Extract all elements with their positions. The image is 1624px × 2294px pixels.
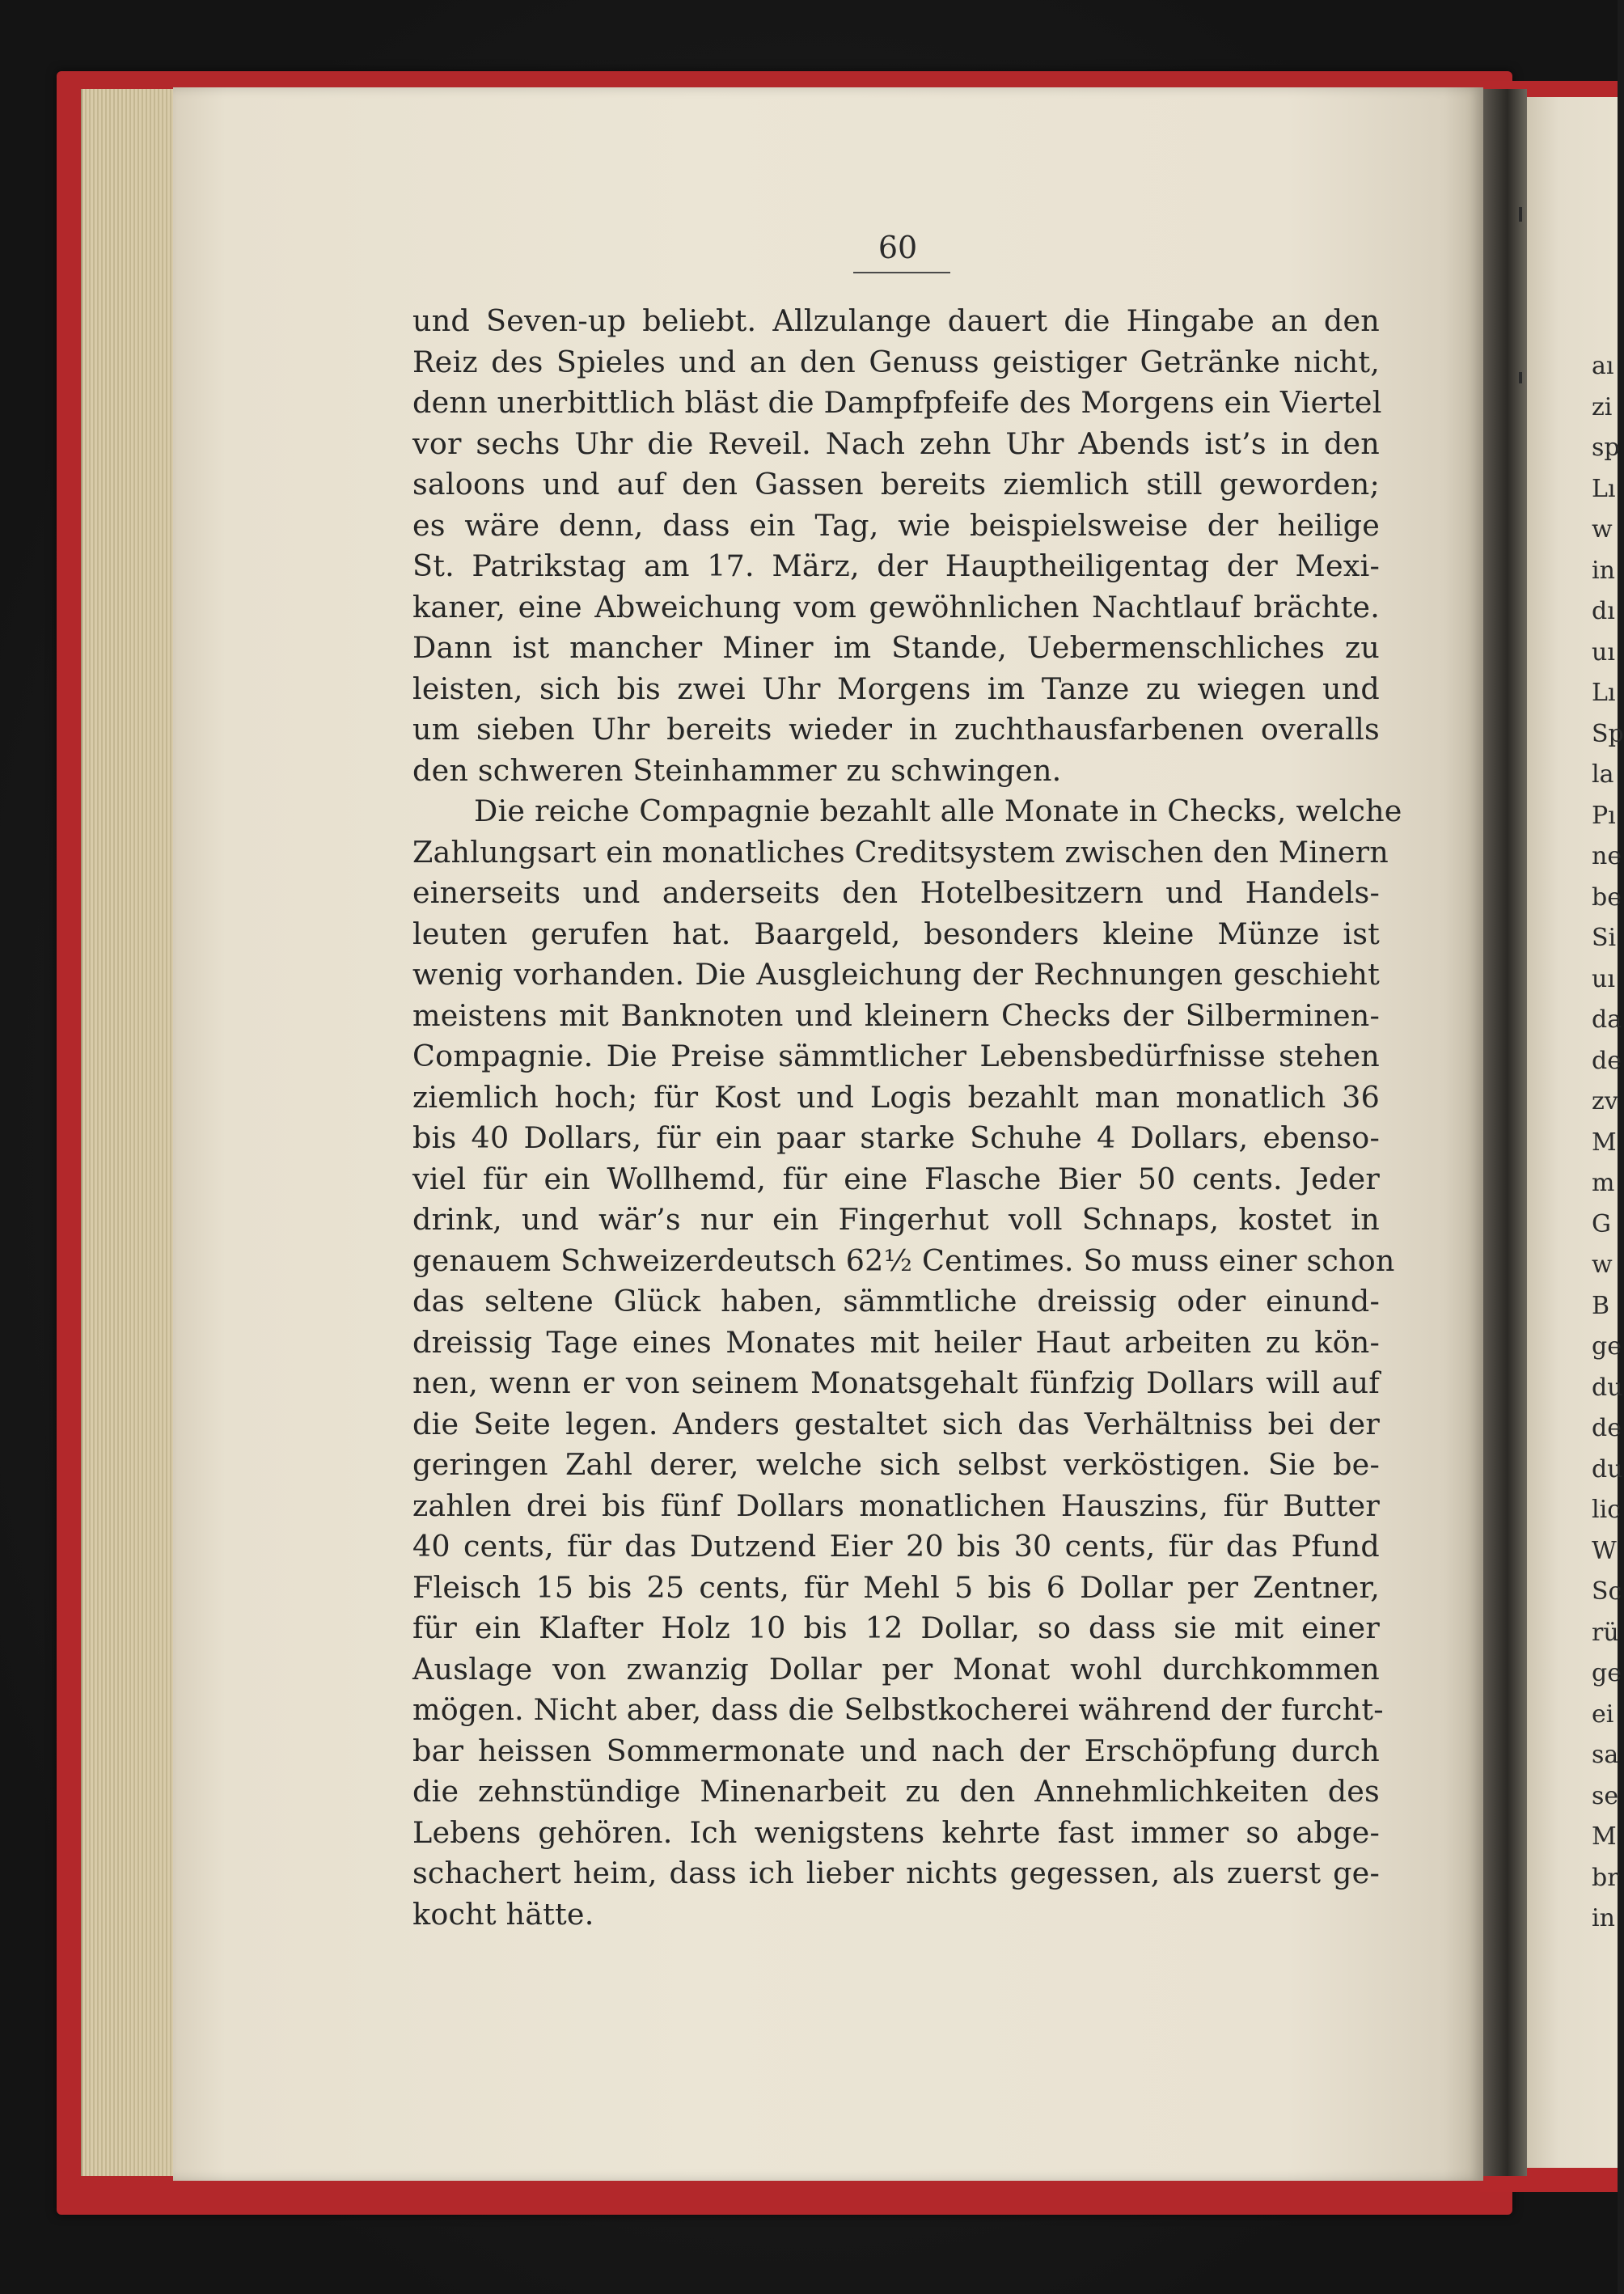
- text-line: genauem Schweizerdeutsch 62½ Centimes. So muss einer schon: [412, 1242, 1395, 1278]
- text-line: wenig vorhanden. Die Ausgleichung der Rechnungen geschieht: [412, 957, 1380, 992]
- page-number-rule: [853, 272, 950, 273]
- text-line: saloons und auf den Gassen bereits ziemlich still geworden;: [412, 467, 1380, 502]
- facing-page-line: de: [1592, 1414, 1622, 1442]
- facing-page-line: M: [1592, 1822, 1617, 1851]
- facing-page-line: zi: [1592, 392, 1613, 421]
- margin-mark: [1519, 207, 1522, 222]
- text-line: den schweren Steinhammer zu schwingen.: [412, 752, 1062, 788]
- facing-page-line: G: [1592, 1209, 1611, 1238]
- page-number: 60: [878, 230, 918, 265]
- facing-page-line: la: [1592, 760, 1614, 789]
- facing-page-line: de: [1592, 1046, 1622, 1075]
- facing-page-line: Sp: [1592, 719, 1624, 748]
- facing-page-line: da: [1592, 1005, 1622, 1034]
- facing-page-line: Si: [1592, 924, 1617, 952]
- text-line: Die reiche Compagnie bezahlt alle Monate in Checks, welche: [474, 794, 1402, 828]
- text-line: geringen Zahl derer, welche sich selbst verköstigen. Sie be-: [412, 1447, 1380, 1482]
- margin-mark: [1519, 372, 1522, 383]
- facing-page-line: br: [1592, 1863, 1619, 1892]
- facing-page-line: du: [1592, 1454, 1623, 1483]
- text-line: Auslage von zwanzig Dollar per Monat wohl durchkommen: [412, 1651, 1380, 1687]
- facing-page-line: w: [1592, 1251, 1613, 1279]
- facing-page-line: Lı: [1592, 679, 1616, 707]
- facing-page-line: Sc: [1592, 1577, 1622, 1606]
- text-line: viel für ein Wollhemd, für eine Flasche Bier 50 cents. Jeder: [412, 1161, 1380, 1196]
- text-line: Zahlungsart ein monatliches Creditsystem zwischen den Minern: [412, 834, 1389, 870]
- facing-page-line: sp: [1592, 434, 1620, 462]
- text-line: die zehnstündige Minenarbeit zu den Annehmlichkeiten des: [412, 1774, 1380, 1809]
- text-line: es wäre denn, dass ein Tag, wie beispielsweise der heilige: [412, 507, 1380, 543]
- text-line: leisten, sich bis zwei Uhr Morgens im Tanze zu wiegen und: [412, 671, 1380, 706]
- text-line: mögen. Nicht aber, dass die Selbstkocherei während der furcht-: [412, 1692, 1384, 1727]
- text-line: zahlen drei bis fünf Dollars monatlichen Hauszins, für Butter: [412, 1488, 1380, 1523]
- text-line: ziemlich hoch; für Kost und Logis bezahlt man monatlich 36: [412, 1079, 1380, 1115]
- facing-page-line: Lı: [1592, 474, 1616, 503]
- facing-page-line: W: [1592, 1536, 1617, 1565]
- facing-page-line: be: [1592, 882, 1622, 912]
- text-line: St. Patrikstag am 17. März, der Hauptheiligentag der Mexi-: [412, 548, 1380, 583]
- facing-page-line: aı: [1592, 352, 1614, 380]
- text-line: 40 cents, für das Dutzend Eier 20 bis 30 cents, für das Pfund: [412, 1529, 1380, 1564]
- facing-page-line: M: [1592, 1128, 1617, 1157]
- text-line: Lebens gehören. Ich wenigstens kehrte fast immer so abge-: [412, 1814, 1380, 1850]
- text-line: Compagnie. Die Preise sämmtlicher Lebensbedürfnisse stehen: [412, 1039, 1380, 1073]
- text-line: das seltene Glück haben, sämmtliche dreissig oder einund-: [412, 1284, 1380, 1318]
- text-line: kocht hätte.: [412, 1896, 594, 1932]
- text-line: bar heissen Sommermonate und nach der Erschöpfung durch: [412, 1733, 1380, 1768]
- facing-page-line: lic: [1592, 1496, 1621, 1524]
- text-line: schachert heim, dass ich lieber nichts gegessen, als zuerst ge-: [412, 1856, 1380, 1890]
- facing-page-line: sa: [1592, 1741, 1619, 1769]
- facing-page-line: ge: [1592, 1332, 1622, 1361]
- text-line: kaner, eine Abweichung vom gewöhnlichen Nachtlauf brächte.: [412, 589, 1380, 624]
- facing-page-line: uı: [1592, 637, 1615, 667]
- text-line: drink, und wär’s nur ein Fingerhut voll Schnaps, kostet in: [412, 1202, 1380, 1237]
- text-line: Reiz des Spieles und an den Genuss geistiger Getränke nicht,: [412, 344, 1380, 379]
- facing-page-line: in: [1592, 1904, 1615, 1932]
- facing-page-line: ei: [1592, 1699, 1614, 1729]
- text-line: für ein Klafter Holz 10 bis 12 Dollar, so dass sie mit einer: [412, 1610, 1380, 1645]
- facing-page-text: [1592, 346, 1624, 1940]
- facing-page-line: ne: [1592, 842, 1622, 870]
- facing-page-line: se: [1592, 1781, 1619, 1810]
- text-line: um sieben Uhr bereits wieder in zuchthausfarbenen overalls: [412, 712, 1380, 747]
- facing-page-line: m: [1592, 1169, 1615, 1197]
- text-line: einerseits und anderseits den Hotelbesitzern und Handels-: [412, 875, 1380, 910]
- facing-page-line: du: [1592, 1373, 1623, 1402]
- text-line: Dann ist mancher Miner im Stande, Uebermenschliches zu: [412, 630, 1380, 665]
- text-line: nen, wenn er von seinem Monatsgehalt fünfzig Dollars will auf: [412, 1365, 1380, 1400]
- facing-page-line: ge: [1592, 1659, 1622, 1687]
- facing-page-line: rü: [1592, 1618, 1619, 1647]
- text-line: vor sechs Uhr die Reveil. Nach zehn Uhr Abends ist’s in den: [412, 425, 1380, 461]
- book-gutter: [1483, 89, 1527, 2176]
- text-line: und Seven-up beliebt. Allzulange dauert die Hingabe an den: [412, 303, 1380, 338]
- text-line: bis 40 Dollars, für ein paar starke Schuhe 4 Dollars, ebenso-: [412, 1120, 1380, 1155]
- facing-page-line: zv: [1592, 1087, 1618, 1115]
- facing-page-line: Pı: [1592, 801, 1616, 830]
- facing-page-line: in: [1592, 556, 1615, 585]
- facing-page-line: dı: [1592, 597, 1615, 625]
- facing-page-line: uı: [1592, 964, 1615, 993]
- page-text: [412, 301, 1402, 1935]
- text-line: denn unerbittlich bläst die Dampfpfeife des Morgens ein Viertel: [412, 385, 1382, 420]
- text-line: leuten gerufen hat. Baargeld, besonders kleine Münze ist: [412, 916, 1380, 951]
- page-edges: [81, 89, 178, 2176]
- text-line: dreissig Tage eines Monates mit heiler Haut arbeiten zu kön-: [412, 1324, 1380, 1360]
- text-line: die Seite legen. Anders gestaltet sich das Verhältniss bei der: [412, 1406, 1380, 1441]
- text-line: Fleisch 15 bis 25 cents, für Mehl 5 bis 6 Dollar per Zentner,: [412, 1569, 1380, 1605]
- facing-page-line: B: [1592, 1291, 1610, 1320]
- text-line: meistens mit Banknoten und kleinern Checks der Silberminen-: [412, 997, 1380, 1033]
- facing-page-line: w: [1592, 515, 1613, 544]
